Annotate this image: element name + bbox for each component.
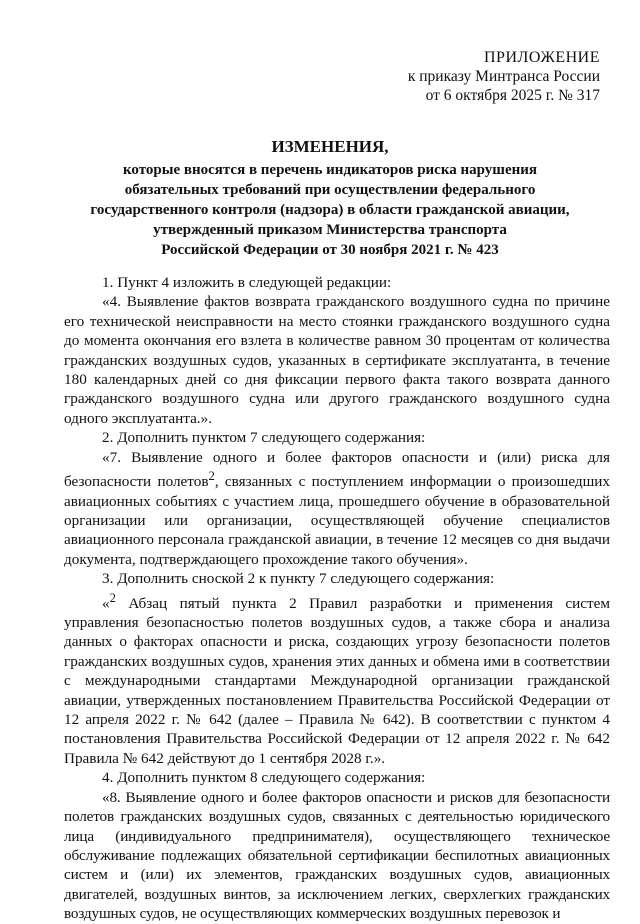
footnote-mark-2: 2: [109, 590, 116, 605]
title-heading: ИЗМЕНЕНИЯ,: [271, 137, 389, 156]
paragraph-6-text: Абзац пятый пункта 2 Правил разработки и применения систем управления безопасностью полетов воздушных судов, а также сбора и анализа данных о факторах опасности и риска, создающих угрозу безопасности полетов гражданских воздушных судов, хранения этих данных и обмена ими в соответствии с международными стандартами Международной организации гражданской авиации, утвержденных постановлением Правительства Российской Федерации от 12 апреля 2022 г. № 642 (далее – Правила № 642). В соответствии с пунктом 4 постановления Правительства Российской Федерации от 12 апреля 2022 г. № 642 Правила № 642 действуют до 1 сентября 2028 г.».: [64, 594, 610, 767]
title-line-4: утвержденный приказом Министерства транспорта: [153, 222, 507, 238]
document-title: [60, 136, 600, 260]
document-body: [64, 273, 610, 924]
paragraph-1: 1. Пункт 4 изложить в следующей редакции:: [102, 274, 392, 291]
paragraph-6-open-quote: «: [102, 594, 110, 612]
paragraph-4: [64, 448, 610, 570]
footnote-ref-2: 2: [208, 469, 215, 484]
appendix-header: [408, 48, 600, 105]
title-line-5: Российской Федерации от 30 ноября 2021 г. № 423: [161, 242, 499, 258]
paragraph-6: [64, 589, 610, 769]
paragraph-4-text-b: , связанных с поступлением информации о произошедших авиационных событиях с участием лица, прошедшего обучение в образовательной организации или организации, осуществляющей обучение специалистов авиационного персонала гражданской авиации, в течение 12 месяцев со дня выдачи документа, подтверждающего прохождение такого обучения».: [64, 473, 611, 568]
paragraph-7: 4. Дополнить пунктом 8 следующего содержания:: [102, 769, 426, 787]
appendix-order-date: от 6 октября 2025 г. № 317: [425, 87, 600, 104]
title-line-3: государственного контроля (надзора) в области гражданской авиации,: [90, 202, 570, 218]
paragraph-8: «8. Выявление одного и более факторов опасности и рисков для безопасности полетов гражданских воздушных судов, связанных с деятельностью юридического лица (индивидуального предпринимателя), осуществляющего техническое обслуживание подлежащих обязательной сертификации беспилотных авиационных систем и (или) их элементов, гражданских воздушных судов, авиационных двигателей, воздушных винтов, за исключением легких, сверхлегких гражданских воздушных судов, не осуществляющих коммерческих воздушных перевозок и: [64, 788, 610, 923]
title-line-1: которые вносятся в перечень индикаторов риска нарушения: [122, 162, 538, 178]
title-line-2: обязательных требований при осуществлении федерального: [124, 182, 536, 198]
appendix-label: ПРИЛОЖЕНИЕ: [483, 49, 600, 66]
paragraph-3: 2. Дополнить пунктом 7 следующего содержания:: [102, 429, 426, 447]
paragraph-5: 3. Дополнить сноской 2 к пункту 7 следующего содержания:: [102, 570, 495, 588]
appendix-order-ref: к приказу Минтранса России: [407, 68, 600, 85]
paragraph-4-text-a: «7. Выявление одного и более факторов опасности и (или) риска для безопасности полетов: [64, 448, 610, 491]
paragraph-2: «4. Выявление фактов возврата гражданского воздушного судна по причине его технической неисправности на место стоянки гражданского воздушного судна до момента окончания его взлета в количестве равном 30 процентам от количества гражданских воздушных судов, указанных в сертификате эксплуатанта, в течение 180 календарных дней со дня фиксации первого факта такого возврата данного гражданского воздушного судна или другого гражданского воздушного судна одного эксплуатанта.».: [64, 293, 610, 427]
